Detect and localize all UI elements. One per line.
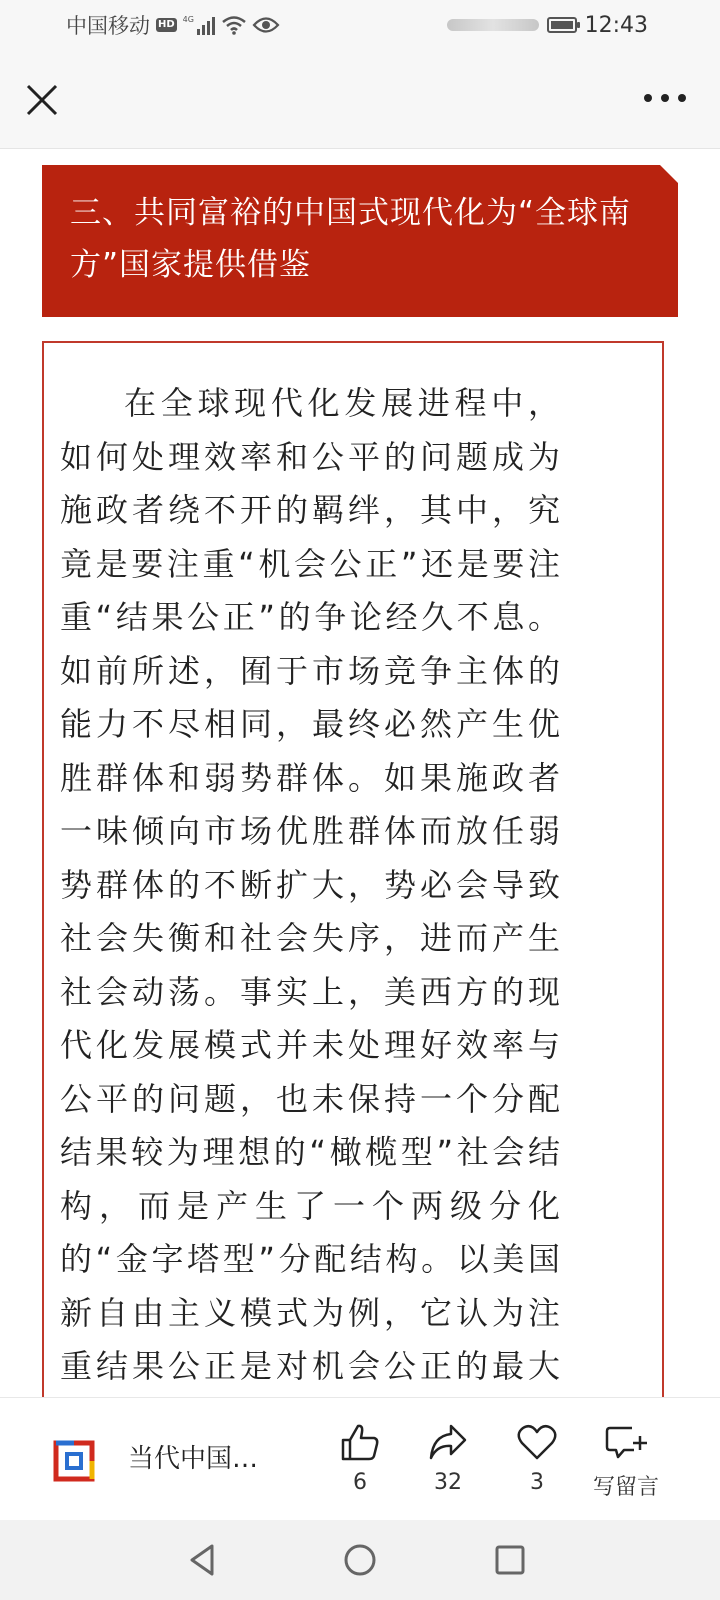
status-left	[66, 10, 279, 40]
system-nav-bar	[0, 1520, 720, 1600]
like-button[interactable]	[320, 1422, 400, 1495]
section-heading-box	[42, 165, 678, 317]
network-type: 4G	[182, 15, 194, 24]
wifi-icon	[221, 15, 247, 35]
blurred-notification	[447, 19, 539, 31]
section-heading: 三、共同富裕的中国式现代化为“全球南方”国家提供借鉴	[70, 195, 632, 283]
status-bar	[0, 0, 720, 50]
hd-badge: HD	[158, 19, 175, 30]
share-count: 32	[434, 1470, 462, 1495]
write-comment-label: 写留言	[592, 1475, 659, 1500]
account-logo-icon[interactable]	[52, 1439, 96, 1483]
article-body: 在全球现代化发展进程中，如何处理效率和公平的问题成为施政者绕不开的羁绊，其中，究竟是要注重“机会公正”还是要注重“结果公正”的争论经久不息。如前所述，囿于市场竞争主体的能力不尽相同，最终必然产生优胜群体和弱势群体。如果施政者一味倾向市场优胜群体而放任弱势群体的不断扩大，势必会导致社会失衡和社会失序，进而产生社会动荡。事实上，美西方的现代化发展模式并未处理好效率与公平的问题，也未保持一个分配结果较为理想的“橄榄型”社会结构，而是产生了一个两级分化的“金字塔型”分配结构。以美国新自由主义模式为例，它认为注重结果公正是对机会公正的最大	[60, 384, 562, 1385]
share-button[interactable]	[408, 1422, 488, 1495]
article-content	[0, 149, 720, 1397]
like-count: 6	[353, 1470, 367, 1495]
recents-icon[interactable]	[490, 1540, 530, 1580]
favorite-button[interactable]	[497, 1422, 577, 1495]
comment-add-icon	[604, 1422, 648, 1462]
close-icon[interactable]	[20, 78, 64, 122]
heart-icon	[516, 1422, 558, 1462]
battery-icon	[547, 17, 577, 33]
carrier-name: 中国移动	[66, 14, 150, 38]
more-icon[interactable]	[640, 86, 690, 110]
eye-icon	[253, 16, 279, 34]
thumbs-up-icon	[339, 1422, 381, 1462]
status-right	[447, 10, 648, 40]
favorite-count: 3	[530, 1470, 544, 1495]
corner-fold	[660, 165, 678, 183]
action-bar	[0, 1397, 720, 1521]
signal-icon	[183, 15, 215, 35]
back-icon[interactable]	[184, 1540, 224, 1580]
clock: 12:43	[584, 12, 648, 38]
share-arrow-icon	[427, 1422, 469, 1462]
top-nav	[0, 50, 720, 149]
account-name[interactable]: 当代中国…	[128, 1444, 259, 1474]
write-comment-button[interactable]	[578, 1422, 674, 1501]
home-icon[interactable]	[340, 1540, 380, 1580]
